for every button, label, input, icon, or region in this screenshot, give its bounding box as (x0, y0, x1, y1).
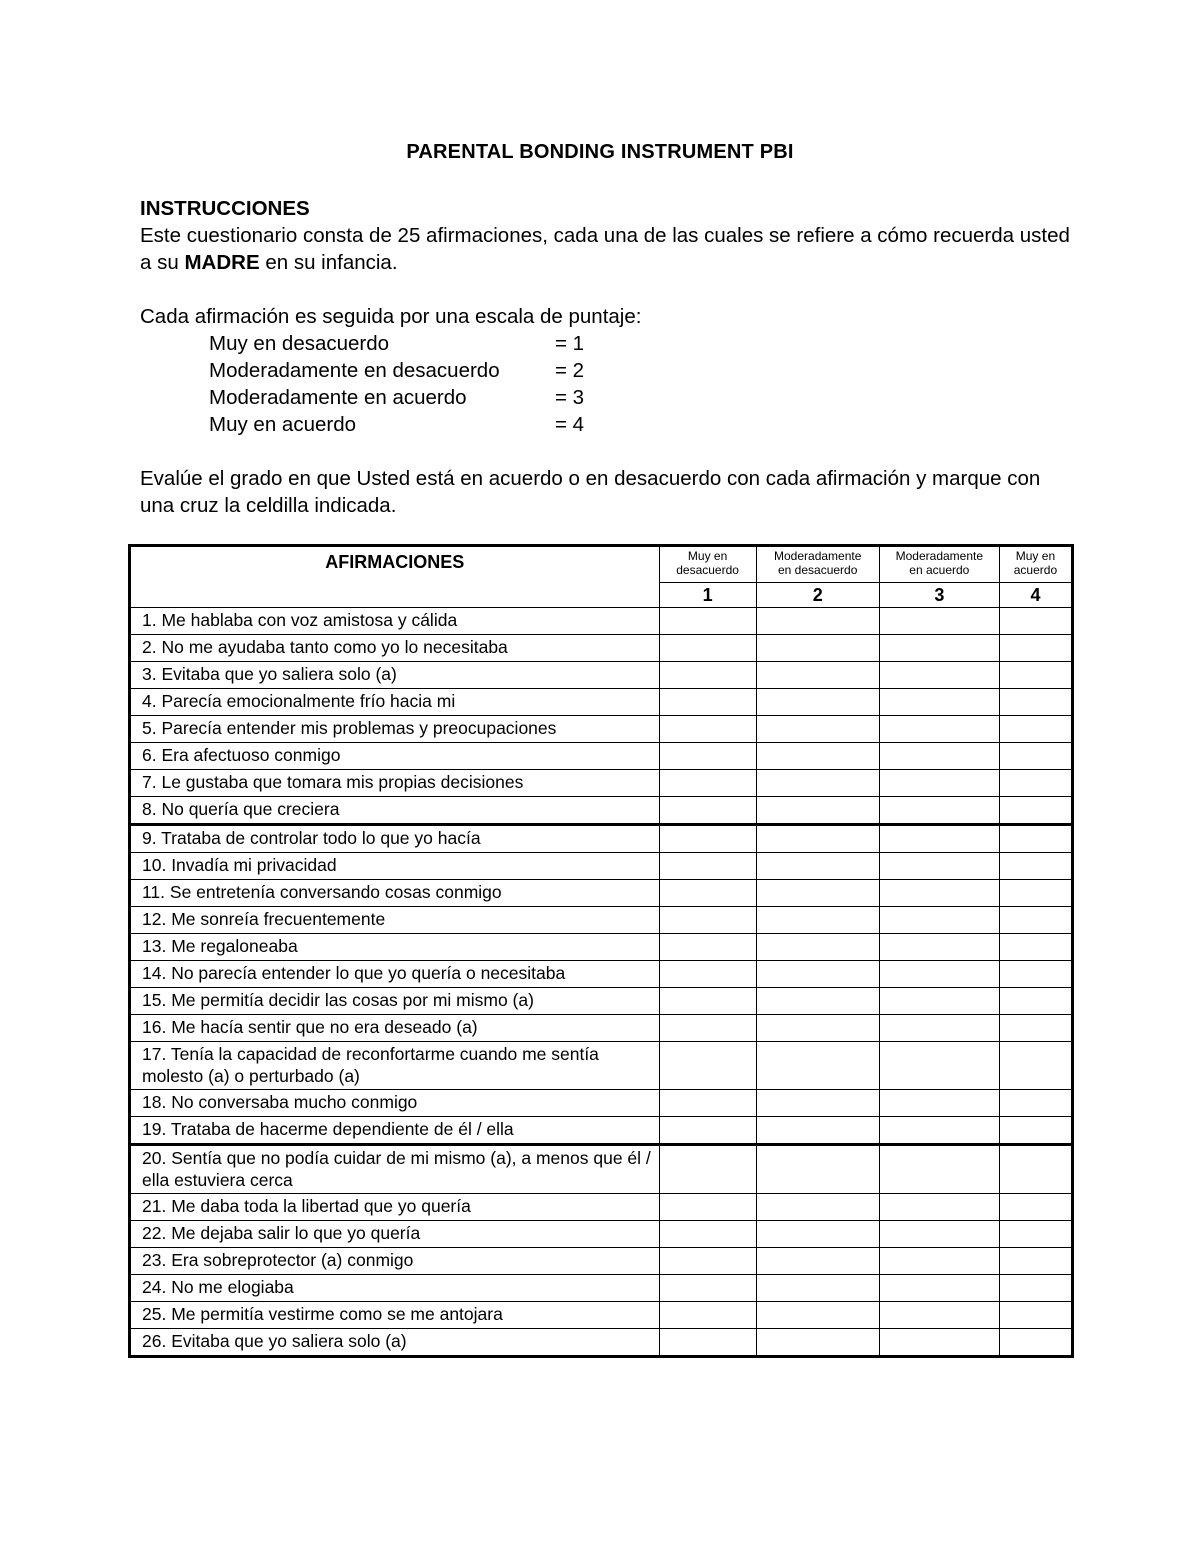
answer-cell-4[interactable] (999, 853, 1072, 880)
answer-cell-3[interactable] (879, 880, 999, 907)
answer-cell-4[interactable] (999, 635, 1072, 662)
answer-cell-3[interactable] (879, 743, 999, 770)
answer-cell-1[interactable] (659, 662, 756, 689)
answer-cell-4[interactable] (999, 1090, 1072, 1117)
statement-text: 7. Le gustaba que tomara mis propias decisiones (130, 770, 660, 797)
answer-cell-4[interactable] (999, 1221, 1072, 1248)
scale-label: Moderadamente en desacuerdo (209, 359, 500, 382)
answer-cell-3[interactable] (879, 825, 999, 853)
items-body (130, 608, 1073, 1357)
statement-text: 15. Me permitía decidir las cosas por mi mismo (a) (130, 988, 660, 1015)
table-row (130, 934, 1073, 961)
statement-text: 9. Trataba de controlar todo lo que yo hacía (130, 825, 660, 853)
statement-text: 17. Tenía la capacidad de reconfortarme cuando me sentía molesto (a) o perturbado (a) (130, 1042, 660, 1090)
answer-cell-4[interactable] (999, 1302, 1072, 1329)
answer-cell-1[interactable] (659, 635, 756, 662)
answer-cell-2[interactable] (756, 608, 879, 635)
statement-text: 16. Me hacía sentir que no era deseado (a) (130, 1015, 660, 1042)
table-row (130, 988, 1073, 1015)
scale-value: = 1 (555, 332, 585, 355)
answer-cell-1[interactable] (659, 961, 756, 988)
header-option-line2: acuerdo (1013, 563, 1058, 577)
scale-item (140, 384, 1080, 411)
answer-cell-2[interactable] (756, 770, 879, 797)
answer-cell-2[interactable] (756, 1145, 879, 1194)
header-option-1 (659, 546, 756, 583)
answer-cell-2[interactable] (756, 988, 879, 1015)
answer-cell-3[interactable] (879, 853, 999, 880)
answer-cell-2[interactable] (756, 662, 879, 689)
statement-text: 14. No parecía entender lo que yo quería o necesitaba (130, 961, 660, 988)
table-row (130, 1248, 1073, 1275)
answer-cell-4[interactable] (999, 770, 1072, 797)
answer-cell-2[interactable] (756, 1090, 879, 1117)
statement-text: 4. Parecía emocionalmente frío hacia mi (130, 689, 660, 716)
answer-cell-1[interactable] (659, 770, 756, 797)
closing-instructions: Evalúe el grado en que Usted está en acuerdo o en desacuerdo con cada afirmación y marque con una cruz la celdilla indicada. (140, 467, 1041, 517)
answer-cell-1[interactable] (659, 689, 756, 716)
answer-cell-4[interactable] (999, 1329, 1072, 1357)
table-row (130, 1329, 1073, 1357)
answer-cell-1[interactable] (659, 1194, 756, 1221)
table-row (130, 1090, 1073, 1117)
statement-text: 6. Era afectuoso conmigo (130, 743, 660, 770)
answer-cell-3[interactable] (879, 1090, 999, 1117)
statement-text: 23. Era sobreprotector (a) conmigo (130, 1248, 660, 1275)
answer-cell-3[interactable] (879, 1248, 999, 1275)
answer-cell-3[interactable] (879, 1221, 999, 1248)
answer-cell-4[interactable] (999, 1117, 1072, 1145)
intro-text-part1: Este cuestionario consta de 25 afirmaciones, cada una de las cuales se refiere a cómo recuerda usted a su (140, 224, 1070, 274)
table-row (130, 1275, 1073, 1302)
table-row (130, 770, 1073, 797)
scale-label: Muy en desacuerdo (209, 332, 390, 355)
header-option-line2: en desacuerdo (778, 563, 858, 577)
answer-cell-1[interactable] (659, 1248, 756, 1275)
answer-cell-4[interactable] (999, 825, 1072, 853)
answer-cell-3[interactable] (879, 689, 999, 716)
header-option-line1: Moderadamente (774, 549, 862, 563)
scale-intro: Cada afirmación es seguida por una escala de puntaje: (140, 305, 642, 328)
answer-cell-2[interactable] (756, 716, 879, 743)
statement-text: 11. Se entretenía conversando cosas conmigo (130, 880, 660, 907)
scale-label: Moderadamente en acuerdo (209, 386, 467, 409)
answer-cell-2[interactable] (756, 1221, 879, 1248)
statement-text: 2. No me ayudaba tanto como yo lo necesitaba (130, 635, 660, 662)
table-row (130, 825, 1073, 853)
statement-text: 10. Invadía mi privacidad (130, 853, 660, 880)
answer-cell-4[interactable] (999, 907, 1072, 934)
answer-cell-2[interactable] (756, 797, 879, 825)
statement-text: 3. Evitaba que yo saliera solo (a) (130, 662, 660, 689)
answer-cell-4[interactable] (999, 988, 1072, 1015)
table-row (130, 743, 1073, 770)
statement-text: 21. Me daba toda la libertad que yo quería (130, 1194, 660, 1221)
answer-cell-1[interactable] (659, 1117, 756, 1145)
answer-cell-2[interactable] (756, 1275, 879, 1302)
answer-cell-1[interactable] (659, 1275, 756, 1302)
answer-cell-3[interactable] (879, 608, 999, 635)
answer-cell-4[interactable] (999, 1194, 1072, 1221)
answer-cell-3[interactable] (879, 716, 999, 743)
statement-text: 12. Me sonreía frecuentemente (130, 907, 660, 934)
answer-cell-2[interactable] (756, 934, 879, 961)
table-row (130, 961, 1073, 988)
answer-cell-1[interactable] (659, 797, 756, 825)
answer-cell-4[interactable] (999, 743, 1072, 770)
answer-cell-4[interactable] (999, 1015, 1072, 1042)
answer-cell-4[interactable] (999, 934, 1072, 961)
header-option-2 (756, 546, 879, 583)
table-row (130, 1194, 1073, 1221)
answer-cell-3[interactable] (879, 797, 999, 825)
header-number-2: 2 (756, 583, 879, 608)
answer-cell-2[interactable] (756, 961, 879, 988)
answer-cell-1[interactable] (659, 1015, 756, 1042)
table-row (130, 1302, 1073, 1329)
answer-cell-4[interactable] (999, 880, 1072, 907)
answer-cell-3[interactable] (879, 961, 999, 988)
table-row (130, 689, 1073, 716)
answer-cell-2[interactable] (756, 1042, 879, 1090)
statement-text: 8. No quería que creciera (130, 797, 660, 825)
table-row (130, 1015, 1073, 1042)
statement-text: 22. Me dejaba salir lo que yo quería (130, 1221, 660, 1248)
answer-cell-2[interactable] (756, 635, 879, 662)
intro-text-bold: MADRE (184, 251, 260, 274)
answer-cell-2[interactable] (756, 853, 879, 880)
answer-cell-4[interactable] (999, 797, 1072, 825)
scale-label: Muy en acuerdo (209, 413, 357, 436)
answer-cell-2[interactable] (756, 1302, 879, 1329)
answer-cell-3[interactable] (879, 1302, 999, 1329)
answer-cell-3[interactable] (879, 1329, 999, 1357)
statement-text: 18. No conversaba mucho conmigo (130, 1090, 660, 1117)
header-number-4: 4 (999, 583, 1072, 608)
answer-cell-4[interactable] (999, 689, 1072, 716)
table-row (130, 797, 1073, 825)
answer-cell-4[interactable] (999, 1145, 1072, 1194)
answer-cell-1[interactable] (659, 880, 756, 907)
answer-cell-4[interactable] (999, 662, 1072, 689)
answer-cell-2[interactable] (756, 743, 879, 770)
answer-cell-3[interactable] (879, 1275, 999, 1302)
answer-cell-2[interactable] (756, 1015, 879, 1042)
statement-text: 24. No me elogiaba (130, 1275, 660, 1302)
answer-cell-2[interactable] (756, 689, 879, 716)
statement-text: 19. Trataba de hacerme dependiente de él / ella (130, 1117, 660, 1145)
table-row (130, 1042, 1073, 1090)
table-row (130, 608, 1073, 635)
answer-cell-3[interactable] (879, 662, 999, 689)
statement-text: 20. Sentía que no podía cuidar de mi mismo (a), a menos que él / ella estuviera cerca (130, 1145, 660, 1194)
answer-cell-4[interactable] (999, 1042, 1072, 1090)
answer-cell-2[interactable] (756, 1117, 879, 1145)
answer-cell-1[interactable] (659, 1329, 756, 1357)
intro-paragraph (140, 222, 1080, 276)
answer-cell-3[interactable] (879, 1117, 999, 1145)
statement-text: 13. Me regaloneaba (130, 934, 660, 961)
answer-cell-4[interactable] (999, 961, 1072, 988)
header-number-3: 3 (879, 583, 999, 608)
scale-value: = 3 (555, 386, 585, 409)
table-row (130, 662, 1073, 689)
instructions-section (140, 195, 1080, 519)
header-option-line1: Muy en (1015, 549, 1056, 563)
answer-cell-1[interactable] (659, 1090, 756, 1117)
table-row (130, 853, 1073, 880)
answer-cell-4[interactable] (999, 716, 1072, 743)
statement-text: 1. Me hablaba con voz amistosa y cálida (130, 608, 660, 635)
answer-cell-1[interactable] (659, 934, 756, 961)
answer-cell-2[interactable] (756, 1248, 879, 1275)
scale-value: = 4 (555, 413, 585, 436)
answer-cell-1[interactable] (659, 1221, 756, 1248)
answer-cell-1[interactable] (659, 988, 756, 1015)
answer-cell-1[interactable] (659, 743, 756, 770)
header-number-1: 1 (659, 583, 756, 608)
answer-cell-3[interactable] (879, 1145, 999, 1194)
answer-cell-3[interactable] (879, 988, 999, 1015)
answer-cell-3[interactable] (879, 1015, 999, 1042)
instructions-heading: INSTRUCCIONES (140, 197, 310, 220)
header-option-4 (999, 546, 1072, 583)
scale-item (140, 330, 1080, 357)
answer-cell-3[interactable] (879, 635, 999, 662)
table-row (130, 1221, 1073, 1248)
header-option-line2: en acuerdo (909, 563, 970, 577)
answer-cell-2[interactable] (756, 880, 879, 907)
intro-text-part2: en su infancia. (259, 251, 398, 274)
table-row (130, 635, 1073, 662)
answer-cell-4[interactable] (999, 1275, 1072, 1302)
statement-text: 5. Parecía entender mis problemas y preocupaciones (130, 716, 660, 743)
table-row (130, 907, 1073, 934)
scale-item (140, 357, 1080, 384)
answer-cell-3[interactable] (879, 1194, 999, 1221)
answer-cell-2[interactable] (756, 825, 879, 853)
answer-cell-1[interactable] (659, 907, 756, 934)
answer-cell-3[interactable] (879, 770, 999, 797)
table-row (130, 1117, 1073, 1145)
answer-cell-1[interactable] (659, 825, 756, 853)
table-row (130, 1145, 1073, 1194)
answer-cell-4[interactable] (999, 608, 1072, 635)
answer-cell-3[interactable] (879, 907, 999, 934)
answer-cell-1[interactable] (659, 716, 756, 743)
pbi-table (128, 544, 1074, 1358)
answer-cell-1[interactable] (659, 1302, 756, 1329)
answer-cell-1[interactable] (659, 1145, 756, 1194)
header-option-line1: Moderadamente (895, 549, 984, 563)
answer-cell-1[interactable] (659, 1042, 756, 1090)
page-title: PARENTAL BONDING INSTRUMENT PBI (406, 141, 794, 163)
header-option-3 (879, 546, 999, 583)
answer-cell-1[interactable] (659, 608, 756, 635)
header-afirmaciones: AFIRMACIONES (130, 546, 660, 608)
scale-value: = 2 (555, 359, 585, 382)
answer-cell-2[interactable] (756, 1194, 879, 1221)
table-row (130, 880, 1073, 907)
answer-cell-2[interactable] (756, 1329, 879, 1357)
answer-cell-2[interactable] (756, 907, 879, 934)
statement-text: 26. Evitaba que yo saliera solo (a) (130, 1329, 660, 1357)
answer-cell-4[interactable] (999, 1248, 1072, 1275)
table-row (130, 716, 1073, 743)
header-option-line1: Muy en (687, 549, 728, 563)
scale-item (140, 411, 1080, 438)
header-option-line2: desacuerdo (676, 563, 739, 577)
statement-text: 25. Me permitía vestirme como se me antojara (130, 1302, 660, 1329)
answer-cell-1[interactable] (659, 853, 756, 880)
answer-cell-3[interactable] (879, 934, 999, 961)
answer-cell-3[interactable] (879, 1042, 999, 1090)
